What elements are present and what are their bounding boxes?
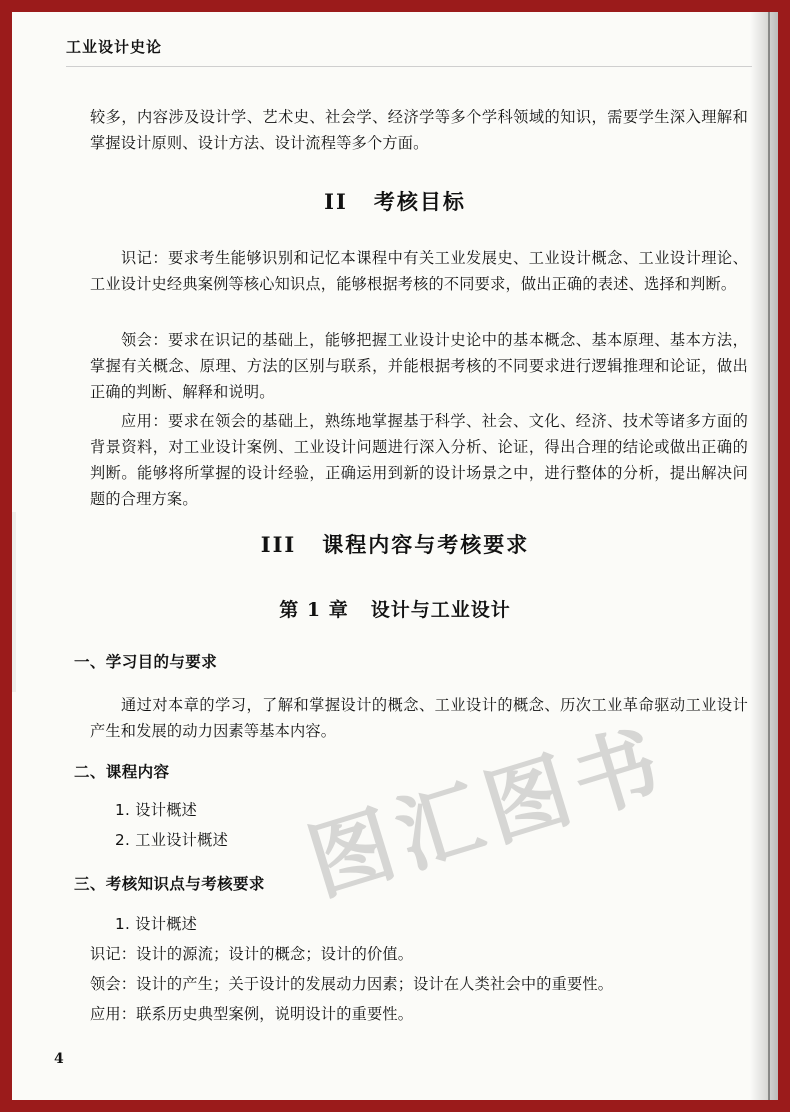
intro-paragraph: 较多，内容涉及设计学、艺术史、社会学、经济学等多个学科领域的知识，需要学生深入理解和掌握设计原则、设计方法、设计流程等多个方面。	[90, 108, 748, 152]
chapter-1-title-text: 设计与工业设计	[370, 599, 511, 621]
chapter-1-title	[12, 595, 778, 622]
course-content-item-2: 2. 工业设计概述	[115, 831, 229, 849]
assessment-point-item-1: 1. 设计概述	[115, 915, 198, 933]
chapter-1-label: 第 1 章	[279, 599, 349, 621]
learning-goals-paragraph: 通过对本章的学习，了解和掌握设计的概念、工业设计的概念、历次工业革命驱动工业设计产生和发展的动力因素等基本内容。	[90, 696, 748, 740]
subsection-2-heading: 二、课程内容	[74, 763, 170, 781]
section-2-title-text: 考核目标	[373, 189, 466, 214]
assessment-paragraph-memorize: 识记：要求考生能够识别和记忆本课程中有关工业发展史、工业设计概念、工业设计理论、工业设计史经典案例等核心知识点，能够根据考核的不同要求，做出正确的表述、选择和判断。	[90, 249, 748, 293]
section-3-numeral: III	[260, 532, 297, 557]
assessment-line-apply: 应用：联系历史典型案例，说明设计的重要性。	[90, 1005, 414, 1023]
page-number: 4	[54, 1051, 64, 1067]
section-2-title	[12, 186, 778, 216]
subsection-1-heading: 一、学习目的与要求	[74, 653, 218, 671]
assessment-line-understand: 领会：设计的产生；关于设计的发展动力因素；设计在人类社会中的重要性。	[90, 975, 614, 993]
watermark-text: 图汇图书	[297, 711, 678, 913]
section-3-title-text: 课程内容与考核要求	[322, 532, 530, 557]
course-content-item-1: 1. 设计概述	[115, 801, 198, 819]
document-page	[12, 12, 778, 1100]
assessment-paragraph-apply: 应用：要求在领会的基础上，熟练地掌握基于科学、社会、文化、经济、技术等诸多方面的背景资料，对工业设计案例、工业设计问题进行深入分析、论证，得出合理的结论或做出正确的判断。能够将所掌握的设计经验，正确运用到新的设计场景之中，进行整体的分析，提出解决问题的合理方案。	[90, 412, 748, 508]
assessment-line-memorize: 识记：设计的源流；设计的概念；设计的价值。	[90, 945, 414, 963]
header-rule	[66, 66, 752, 67]
running-header: 工业设计史论	[66, 38, 163, 56]
section-2-numeral: II	[324, 189, 348, 214]
assessment-paragraph-understand: 领会：要求在识记的基础上，能够把握工业设计史论中的基本概念、基本原理、基本方法，掌握有关概念、原理、方法的区别与联系，并能根据考核的不同要求进行逻辑推理和论证，做出正确的判断、解释和说明。	[90, 331, 748, 401]
section-3-title	[12, 529, 778, 559]
subsection-3-heading: 三、考核知识点与考核要求	[74, 875, 265, 893]
